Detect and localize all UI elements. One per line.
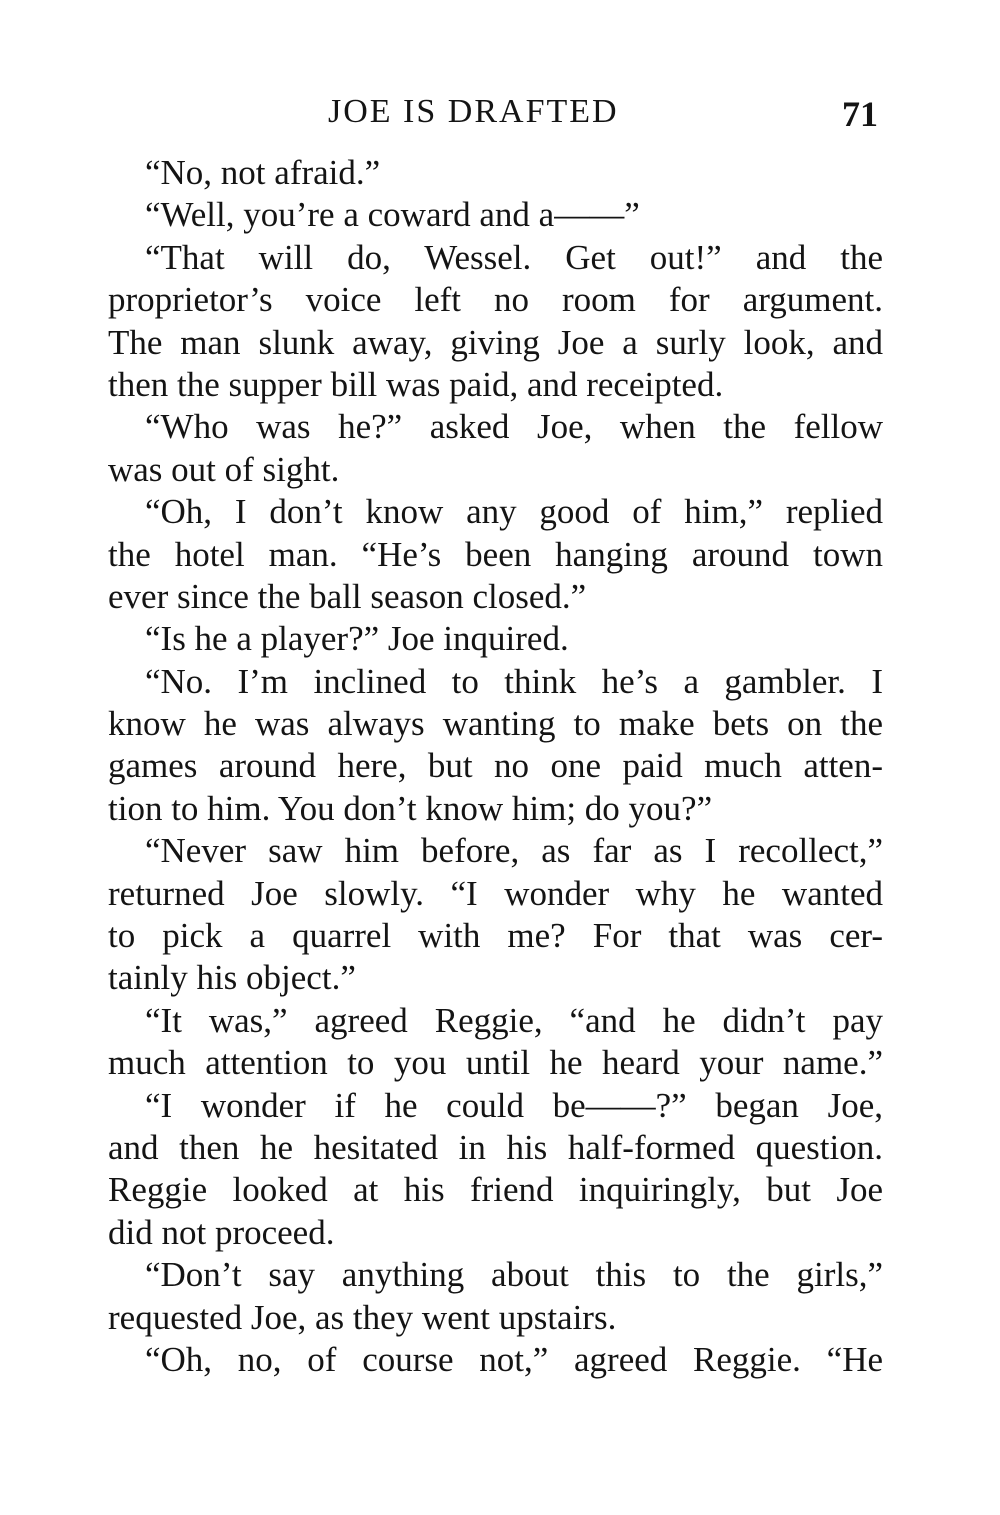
running-title: JOE IS DRAFTED: [328, 93, 619, 130]
text-line: “No, not afraid.”: [145, 153, 381, 192]
text-line: returned Joe slowly. “I wonder why he wanted: [108, 873, 883, 913]
text-line: “That will do, Wessel. Get out!” and the: [145, 237, 883, 277]
text-line: “I wonder if he could be——?” began Joe,: [145, 1085, 883, 1125]
text-line: “No. I’m inclined to think he’s a gambler. I: [145, 661, 883, 701]
text-line: to pick a quarrel with me? For that was cer-: [108, 916, 883, 956]
text-line: Reggie looked at his friend inquiringly, but Joe: [108, 1170, 883, 1210]
text-line: know he was always wanting to make bets on the: [108, 704, 883, 744]
text-line: games around here, but no one paid much atten-: [108, 746, 883, 786]
text-line: much attention to you until he heard your name.”: [108, 1043, 883, 1083]
text-line: requested Joe, as they went upstairs.: [108, 1297, 617, 1337]
text-line: “Is he a player?” Joe inquired.: [145, 619, 569, 659]
running-head: [0, 90, 1000, 140]
text-line: did not proceed.: [108, 1212, 335, 1252]
text-line: ever since the ball season closed.”: [108, 576, 587, 616]
body-text: [108, 152, 883, 1381]
text-line: “It was,” agreed Reggie, “and he didn’t pay: [145, 1000, 883, 1040]
text-line: was out of sight.: [108, 449, 340, 489]
text-line: and then he hesitated in his half-formed question.: [108, 1127, 883, 1167]
text-line: then the supper bill was paid, and receipted.: [108, 364, 724, 404]
text-line: proprietor’s voice left no room for argument.: [108, 280, 883, 320]
text-line: “Oh, no, of course not,” agreed Reggie. “He: [145, 1339, 883, 1379]
text-line: “Who was he?” asked Joe, when the fellow: [145, 407, 883, 447]
text-line: “Well, you’re a coward and a——”: [145, 195, 640, 235]
text-line: tion to him. You don’t know him; do you?”: [108, 788, 713, 828]
text-line: “Don’t say anything about this to the girls,”: [145, 1255, 883, 1295]
page-number: 71: [842, 94, 878, 134]
text-line: the hotel man. “He’s been hanging around town: [108, 534, 883, 574]
text-line: “Never saw him before, as far as I recollect,”: [145, 831, 883, 871]
text-line: “Oh, I don’t know any good of him,” replied: [145, 492, 883, 532]
text-line: tainly his object.”: [108, 958, 356, 998]
text-line: The man slunk away, giving Joe a surly look, and: [108, 322, 883, 362]
